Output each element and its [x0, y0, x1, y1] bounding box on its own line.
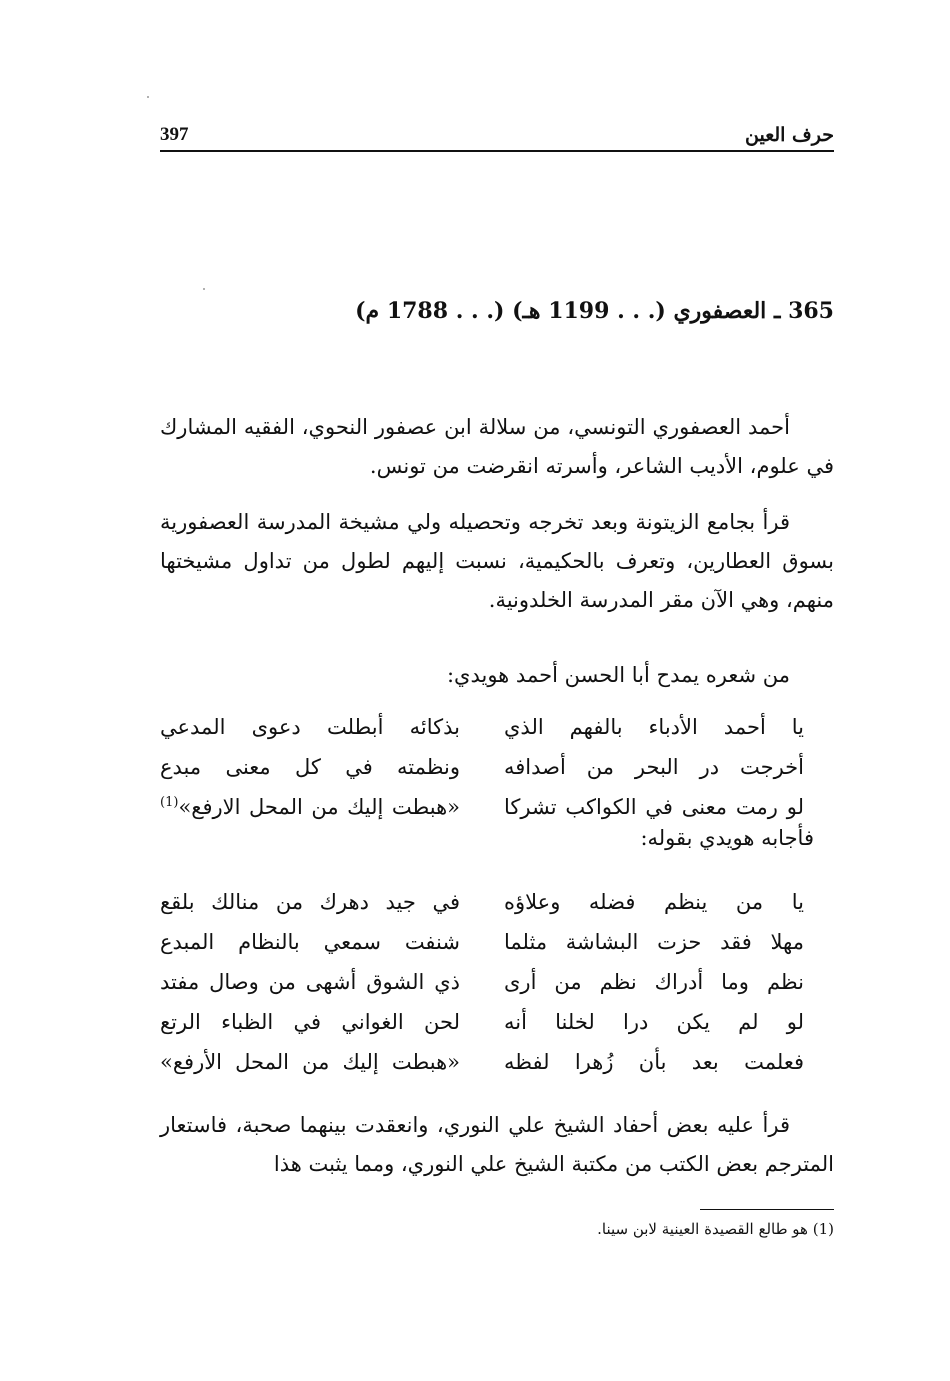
paragraph-text: أحمد العصفوري التونسي، من سلالة ابن عصفور النحوي، الفقيه المشارك في علوم، الأديب الشاعر، وأسرته انقرضت من تونس. [160, 415, 834, 478]
paragraph-poem-intro [160, 656, 834, 695]
verse-first-hemistich: لو لم يكن درا لخلنا أنه [504, 1010, 804, 1034]
entry-heading: 365 ـ العصفوري (. . . 1199 هـ) (. . . 1788 م) [355, 298, 834, 324]
verse-first-hemistich: يا من ينظم فضله وعلاؤه [504, 890, 804, 914]
poem-verse [160, 922, 834, 962]
poem-reply [160, 882, 834, 1082]
paragraph-text: قرأ بجامع الزيتونة وبعد تخرجه وتحصيله ولي مشيخة المدرسة العصفورية بسوق العطارين، وتعرف بالحكيمية، نسبت إليهم لطول من تداول مشيختها منهم، وهي الآن مقر المدرسة الخلدونية. [160, 510, 834, 612]
verse-second-hemistich: بذكائه أبطلت دعوى المدعي [160, 715, 460, 739]
verse-second-hemistich: شنفت سمعي بالنظام المبدع [160, 930, 460, 954]
poem-verse [160, 882, 834, 922]
verse-first-hemistich: لو رمت معنى في الكواكب تشركا [504, 795, 804, 819]
poem-praise [160, 707, 834, 827]
verse-second-hemistich: لحن الغواني في الظباء الرتع [160, 1010, 460, 1034]
poem-verse [160, 787, 834, 827]
paragraph-education [160, 503, 834, 620]
scan-speck [203, 288, 205, 290]
paragraph-text: من شعره يمدح أبا الحسن أحمد هويدي: [446, 663, 790, 687]
paragraph-students [160, 1106, 834, 1184]
verse-first-hemistich: مهلا فقد حزت البشاشة مثلما [504, 930, 804, 954]
verse-first-hemistich: يا أحمد الأدباء بالفهم الذي [504, 715, 804, 739]
running-head [160, 120, 834, 152]
verse-second-hemistich: في جيد دهرك من منالك بلقع [160, 890, 460, 914]
poem-verse [160, 1042, 834, 1082]
verse-second-hemistich: ذي الشوق أشهى من وصال مفتد [160, 970, 460, 994]
poem-verse [160, 707, 834, 747]
page-number: 397 [160, 124, 189, 145]
paragraph-text: قرأ عليه بعض أحفاد الشيخ علي النوري، وانعقدت بينهما صحبة، فاستعار المترجم بعض الكتب من مكتبة الشيخ علي النوري، ومما يثبت هذا [160, 1113, 834, 1176]
scan-speck [147, 96, 149, 98]
verse-second-hemistich: ونظمته في كل معنى مبدع [160, 755, 460, 779]
poem-verse [160, 747, 834, 787]
reply-intro: فأجابه هويدي بقوله: [640, 826, 814, 850]
verse-first-hemistich: نظم وما أدراك نظم من أرى [504, 970, 804, 994]
poem-verse [160, 962, 834, 1002]
verse-second-hemistich: «هبطت إليك من المحل الارفع» [178, 795, 460, 819]
footnote-divider [700, 1209, 834, 1210]
footnote-marker[interactable]: (1) [160, 795, 179, 810]
section-title: حرف العين [745, 124, 834, 146]
footnote: (1) هو طالع القصيدة العينية لابن سينا. [597, 1220, 834, 1238]
verse-first-hemistich: فعلمت بعد بأن زُهرا لفظه [504, 1050, 804, 1074]
verse-second-hemistich-with-note [160, 795, 460, 819]
poem-verse [160, 1002, 834, 1042]
paragraph-intro [160, 408, 834, 486]
verse-first-hemistich: أخرجت در البحر من أصدافه [504, 755, 804, 779]
verse-second-hemistich: «هبطت إليك من المحل الأرفع» [160, 1050, 460, 1074]
